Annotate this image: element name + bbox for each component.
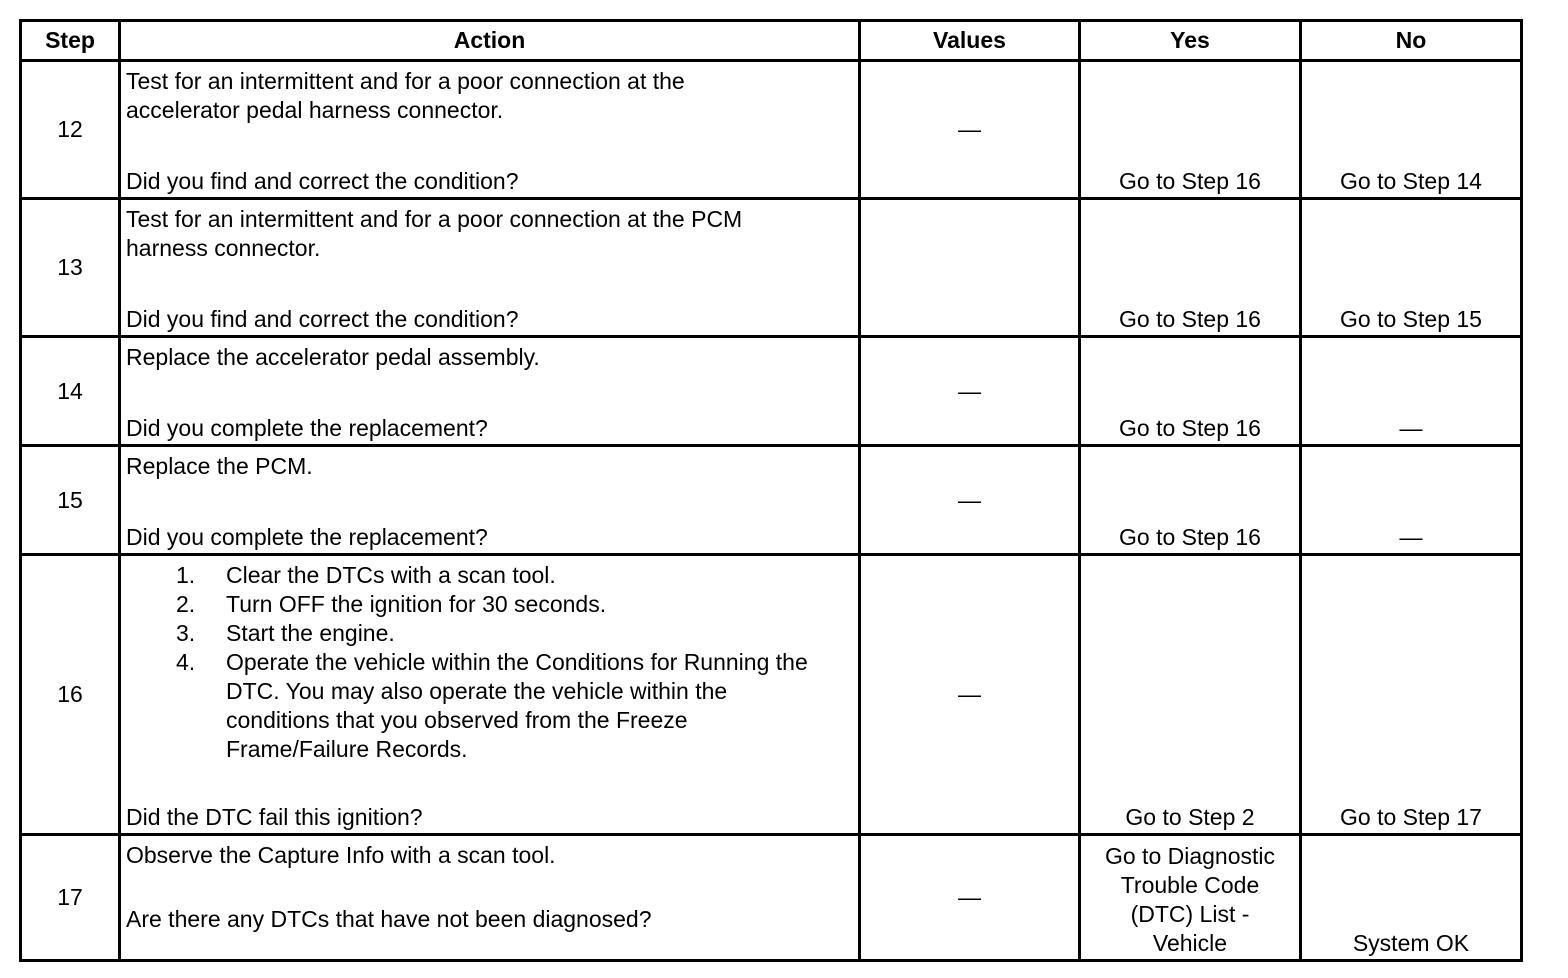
values-cell: — (860, 835, 1080, 961)
table-row (21, 446, 1522, 555)
substep-text: Start the engine. (226, 620, 395, 646)
substep-text: Operate the vehicle within the Conditions for Running the DTC. You may also operate the vehicle within the conditions that you observed from the Freeze Frame/Failure Records. (226, 649, 808, 762)
action-question: Did the DTC fail this ignition? (126, 804, 423, 830)
table-row (21, 337, 1522, 446)
yes-cell (1080, 835, 1301, 961)
header-no: No (1301, 21, 1522, 61)
header-row (21, 21, 1522, 61)
substep-number: 3. (176, 620, 196, 646)
action-question: Did you complete the replacement? (126, 415, 488, 441)
values-cell (860, 199, 1080, 337)
values-cell: — (860, 555, 1080, 835)
action-text: Replace the accelerator pedal assembly. (126, 344, 540, 370)
action-cell (120, 199, 860, 337)
step-number: 17 (21, 835, 120, 961)
action-text: Test for an intermittent and for a poor connection at the PCM harness connector. (126, 206, 743, 261)
no-cell: Go to Step 14 (1301, 61, 1522, 199)
header-yes: Yes (1080, 21, 1301, 61)
values-cell: — (860, 337, 1080, 446)
substep-text: Clear the DTCs with a scan tool. (226, 562, 556, 588)
action-text: Replace the PCM. (126, 453, 313, 479)
step-number: 13 (21, 199, 120, 337)
action-cell (120, 446, 860, 555)
action-text: Test for an intermittent and for a poor connection at the accelerator pedal harness connector. (126, 68, 685, 123)
step-number: 16 (21, 555, 120, 835)
header-step: Step (21, 21, 120, 61)
action-cell (120, 835, 860, 961)
substep-text: Turn OFF the ignition for 30 seconds. (226, 591, 607, 617)
substep-list (126, 561, 854, 764)
no-cell: — (1301, 446, 1522, 555)
header-action: Action (120, 21, 860, 61)
yes-cell: Go to Step 16 (1080, 199, 1301, 337)
step-number: 15 (21, 446, 120, 555)
action-cell (120, 337, 860, 446)
diagnostic-table (19, 19, 1523, 962)
header-values: Values (860, 21, 1080, 61)
table-row (21, 555, 1522, 835)
values-cell: — (860, 61, 1080, 199)
yes-cell: Go to Step 2 (1080, 555, 1301, 835)
no-cell: Go to Step 17 (1301, 555, 1522, 835)
step-number: 14 (21, 337, 120, 446)
values-cell: — (860, 446, 1080, 555)
action-question: Are there any DTCs that have not been diagnosed? (126, 906, 652, 932)
list-item (126, 561, 854, 590)
action-cell (120, 61, 860, 199)
yes-link-text: Go to Diagnostic Trouble Code (DTC) List - Vehicle (1104, 843, 1276, 956)
table-row (21, 199, 1522, 337)
no-cell: System OK (1301, 835, 1522, 961)
no-cell: Go to Step 15 (1301, 199, 1522, 337)
table-row (21, 61, 1522, 199)
action-text: Observe the Capture Info with a scan tool. (126, 842, 556, 868)
yes-cell: Go to Step 16 (1080, 446, 1301, 555)
yes-cell: Go to Step 16 (1080, 61, 1301, 199)
step-number: 12 (21, 61, 120, 199)
action-cell (120, 555, 860, 835)
table-row (21, 835, 1522, 961)
yes-cell: Go to Step 16 (1080, 337, 1301, 446)
substep-number: 4. (176, 649, 196, 675)
substep-number: 1. (176, 562, 196, 588)
list-item (126, 590, 854, 619)
substep-number: 2. (176, 591, 196, 617)
list-item (126, 619, 854, 648)
action-question: Did you find and correct the condition? (126, 306, 519, 332)
action-question: Did you complete the replacement? (126, 524, 488, 550)
list-item (126, 648, 826, 764)
action-question: Did you find and correct the condition? (126, 168, 519, 194)
no-cell: — (1301, 337, 1522, 446)
